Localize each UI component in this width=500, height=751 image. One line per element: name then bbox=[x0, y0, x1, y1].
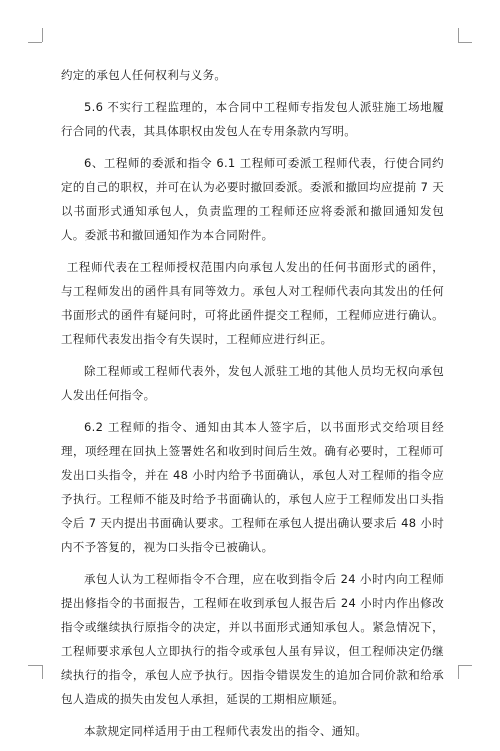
paragraph-applicability: 本款规定同样适用于由工程师代表发出的指令、通知。 bbox=[84, 724, 368, 738]
paragraph-representative-letters: 工程师代表在工程师授权范围内向承包人发出的任何书面形式的函件，与工程师发出的函件具有同等效力。承包人对工程师代表向其发出的任何书面形式的函件有疑问时，可将此函件提交工程师，工程师应进行确认。工程师代表发出指令有失误时，工程师应进行纠正。 bbox=[61, 260, 444, 346]
paragraph-5-6: 5.6 不实行工程监理的，本合同中工程师专指发包人派驻施工场地履行合同的代表，其具体职权由发包人在专用条款内写明。 bbox=[61, 100, 444, 138]
paragraph-obligations: 约定的承包人任何权利与义务。 bbox=[61, 68, 227, 82]
paragraph-other-staff: 除工程师或工程师代表外，发包人派驻工地的其他人员均无权向承包人发出任何指令。 bbox=[61, 364, 444, 402]
document-body bbox=[61, 63, 444, 751]
paragraph-6-2: 6.2 工程师的指令、通知由其本人签字后，以书面形式交给项目经理，项经理在回执上签署姓名和收到时间后生效。确有必要时，工程师可发出口头指令，并在 48 小时内给予书面确认，承包人对工程师的指令应予执行。工程师不能及时给予书面确认的，承包人应于工程师发出口头指令后 7 天内提出书面确认要求。工程师在承包人提出确认要求后 48 小时内不予答复的，视为口头指令已被确认。 bbox=[61, 420, 444, 554]
paragraph-unreasonable-instruction: 承包人认为工程师指令不合理，应在收到指令后 24 小时内向工程师提出修指令的书面报告，工程师在收到承包人报告后 24 小时内作出修改指令或继续执行原指令的决定，并以书面形式通知承包人。紧急情况下，工程师要求承包人立即执行的指令或承包人虽有异议，但工程师决定仍继续执行的指令，承包人应予执行。因指令错误发生的追加合同价款和给承包人造成的损失由发包人承担，延误的工期相应顺延。 bbox=[61, 572, 444, 706]
paragraph-6-1: 6、工程师的委派和指令 6.1 工程师可委派工程师代表，行使合同约定的自己的职权，并可在认为必要时撤回委派。委派和撤回均应提前 7 天以书面形式通知承包人，负责监理的工程师还应将委派和撤回通知发包人。委派书和撤回通知作为本合同附件。 bbox=[61, 156, 444, 242]
